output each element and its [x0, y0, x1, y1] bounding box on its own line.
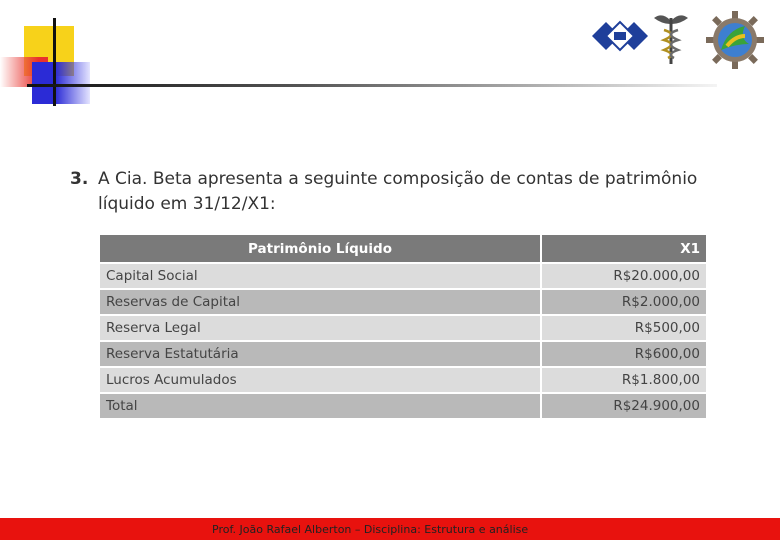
row-label: Reservas de Capital	[99, 289, 541, 315]
university-logo-icon	[590, 10, 650, 58]
row-label: Capital Social	[99, 263, 541, 289]
row-label: Reserva Estatutária	[99, 341, 541, 367]
question-block	[70, 167, 720, 217]
footer-text: Prof. João Rafael Alberton – Disciplina: Estrutura e análise	[212, 523, 529, 536]
header-patrimonio-liquido: Patrimônio Líquido	[99, 234, 541, 263]
table-row	[99, 341, 707, 367]
row-value: R$1.800,00	[541, 367, 707, 393]
caduceus-logo-icon	[650, 10, 692, 66]
table-row-total	[99, 393, 707, 419]
row-value: R$2.000,00	[541, 289, 707, 315]
table-row	[99, 315, 707, 341]
row-label: Lucros Acumulados	[99, 367, 541, 393]
gear-emblem-logo-icon	[705, 10, 765, 70]
equity-table	[98, 233, 708, 420]
header-x1: X1	[541, 234, 707, 263]
row-value: R$24.900,00	[541, 393, 707, 419]
row-label: Total	[99, 393, 541, 419]
decor-vertical-line	[53, 18, 56, 106]
row-label: Reserva Legal	[99, 315, 541, 341]
decor-horizontal-line	[27, 84, 717, 87]
row-value: R$20.000,00	[541, 263, 707, 289]
table-row	[99, 289, 707, 315]
table-row	[99, 263, 707, 289]
question-text: A Cia. Beta apresenta a seguinte composição de contas de patrimônio líquido em 31/12/X1:	[98, 169, 698, 214]
decor-blue-square	[32, 62, 90, 104]
row-value: R$500,00	[541, 315, 707, 341]
table-header-row	[99, 234, 707, 263]
question-number: 3.	[70, 169, 89, 189]
row-value: R$600,00	[541, 341, 707, 367]
table-row	[99, 367, 707, 393]
